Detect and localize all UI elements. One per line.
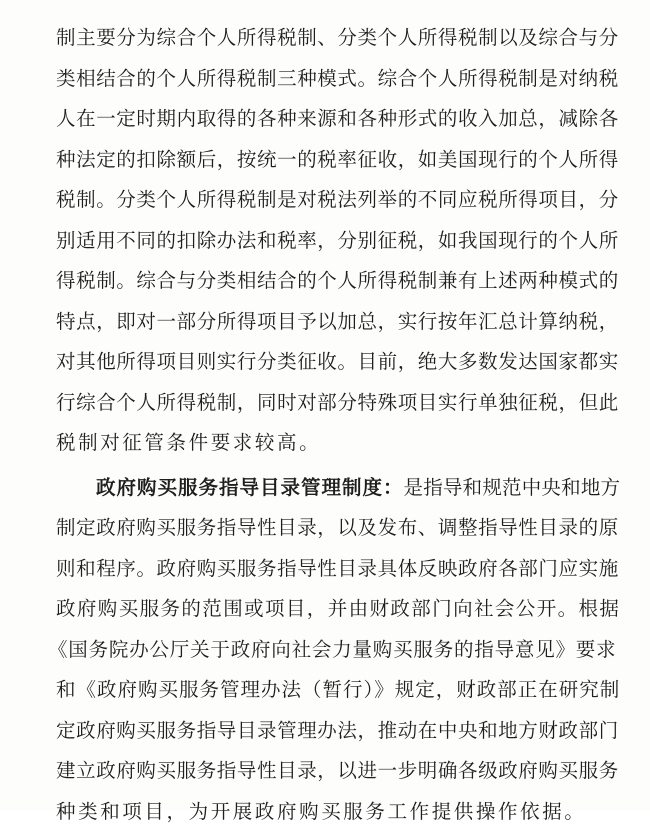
text-line: 政府购买服务的范围或项目，并由财政部门向社会公开。根据 (56, 589, 620, 630)
text-line: 种法定的扣除额后，按统一的税率征收，如美国现行的个人所得 (56, 140, 620, 181)
text-line: 对其他所得项目则实行分类征收。目前，绝大多数发达国家都实 (56, 342, 620, 383)
text-line: 种类和项目，为开展政府购买服务工作提供操作依据。 (56, 792, 620, 832)
text-line: 税制。分类个人所得税制是对税法列举的不同应税所得项目，分 (56, 180, 620, 221)
text-line: 别适用不同的扣除办法和税率，分别征税，如我国现行的个人所 (56, 221, 620, 262)
text-line: 特点，即对一部分所得项目予以加总，实行按年汇总计算纳税， (56, 302, 620, 343)
paragraph-procurement-catalog (56, 468, 620, 832)
text-line: 类相结合的个人所得税制三种模式。综合个人所得税制是对纳税 (56, 59, 620, 100)
text-line: 和《政府购买服务管理办法（暂行）》规定，财政部正在研究制 (56, 670, 620, 711)
text-line: 制定政府购买服务指导性目录，以及发布、调整指导性目录的原 (56, 508, 620, 549)
text-line-first (56, 468, 620, 509)
section-heading: 政府购买服务指导目录管理制度： (96, 476, 404, 499)
text-line: 定政府购买服务指导目录管理办法，推动在中央和地方财政部门 (56, 711, 620, 752)
text-line: 行综合个人所得税制，同时对部分特殊项目实行单独征税，但此 (56, 383, 620, 424)
text-line: 建立政府购买服务指导性目录，以进一步明确各级政府购买服务 (56, 751, 620, 792)
text-line: 则和程序。政府购买服务指导性目录具体反映政府各部门应实施 (56, 549, 620, 590)
text-run: 是指导和规范中央和地方 (404, 476, 620, 499)
text-line: 《国务院办公厅关于政府向社会力量购买服务的指导意见》要求 (48, 630, 620, 671)
text-line: 制主要分为综合个人所得税制、分类个人所得税制以及综合与分 (56, 18, 620, 59)
text-line: 得税制。综合与分类相结合的个人所得税制兼有上述两种模式的 (56, 261, 620, 302)
text-line: 税制对征管条件要求较高。 (56, 423, 620, 464)
text-line: 人在一定时期内取得的各种来源和各种形式的收入加总，减除各 (56, 99, 620, 140)
paragraph-personal-income-tax (56, 18, 620, 464)
